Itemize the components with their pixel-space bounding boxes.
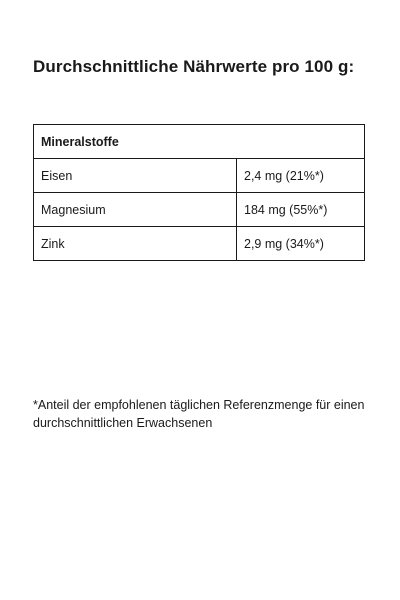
footnote: *Anteil der empfohlenen täglichen Referenzmenge für einen durchschnittlichen Erwachsenen	[33, 398, 365, 430]
page-title: Durchschnittliche Nährwerte pro 100 g:	[33, 57, 355, 76]
nutrient-value: 184 mg (55%*)	[237, 193, 365, 227]
nutrient-value: 2,4 mg (21%*)	[237, 159, 365, 193]
table-section-header: Mineralstoffe	[34, 125, 365, 159]
table-row	[34, 227, 365, 261]
table-header-row	[34, 125, 365, 159]
nutrient-value: 2,9 mg (34%*)	[237, 227, 365, 261]
table-row	[34, 159, 365, 193]
table-row	[34, 193, 365, 227]
nutrient-name: Zink	[34, 227, 237, 261]
nutrient-name: Eisen	[34, 159, 237, 193]
nutrient-name: Magnesium	[34, 193, 237, 227]
nutrition-table	[33, 124, 365, 261]
